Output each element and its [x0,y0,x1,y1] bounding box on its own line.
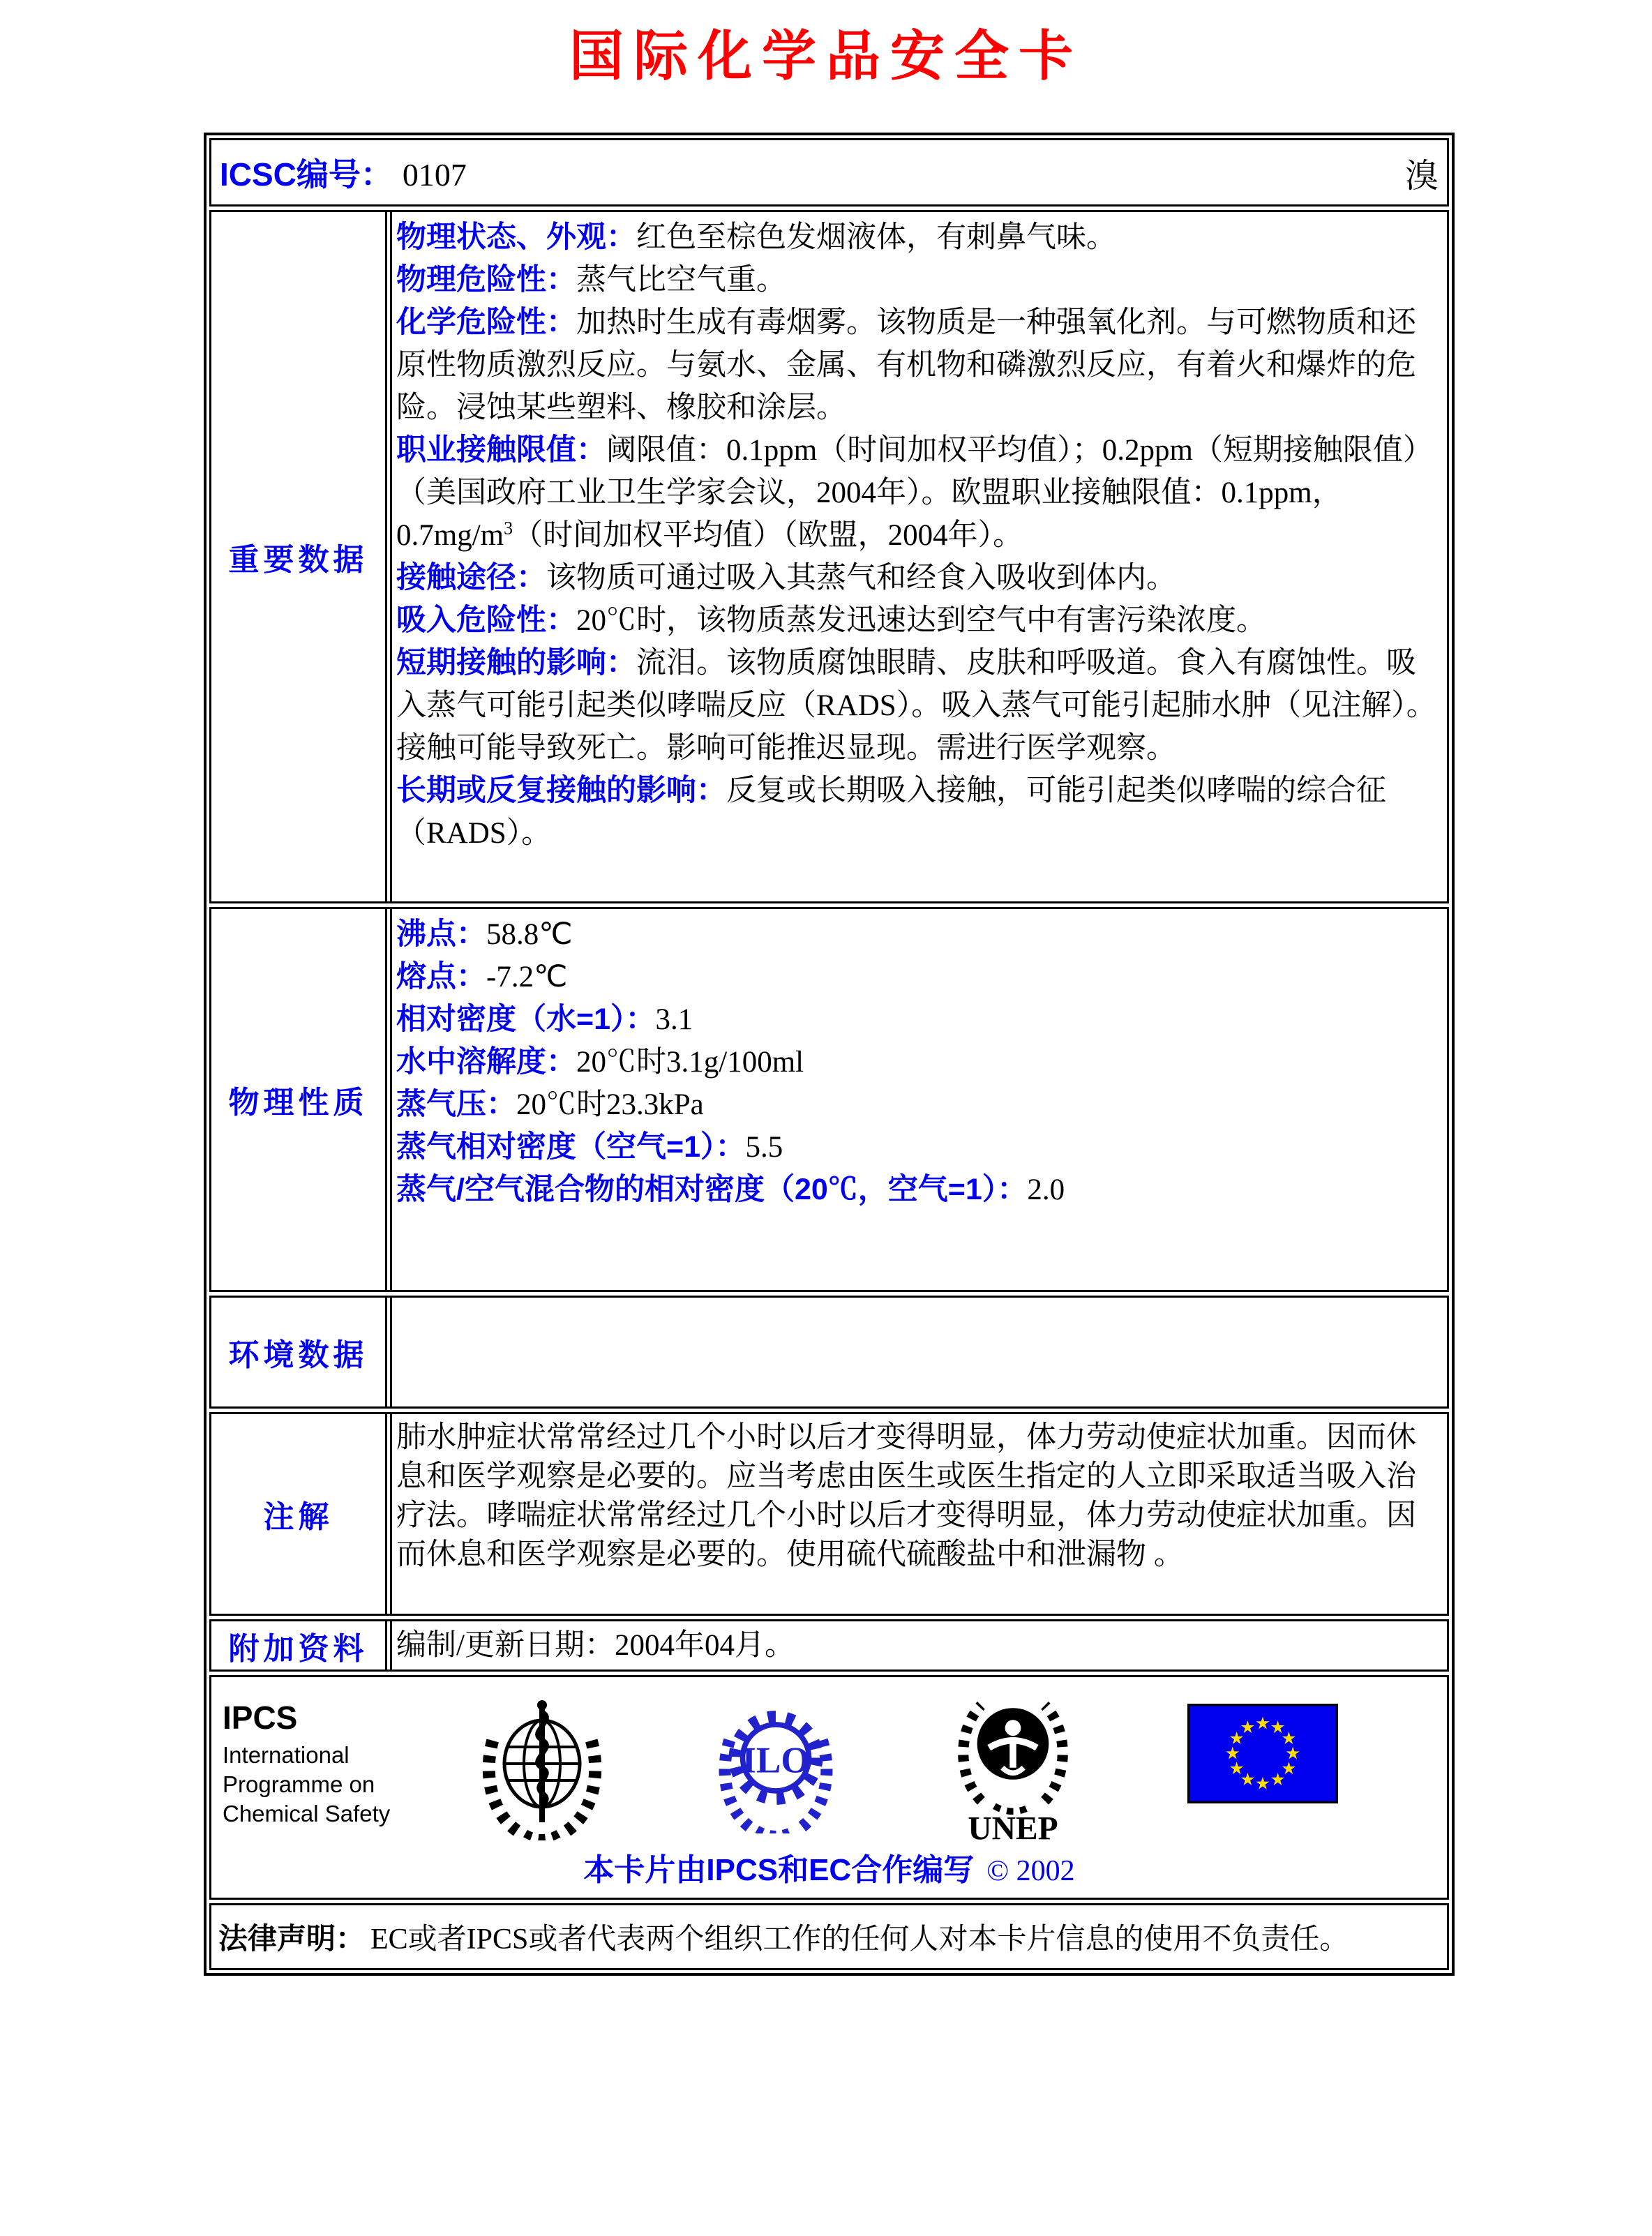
physical-item-value: 2.0 [1027,1173,1065,1206]
legal-label: 法律声明： [218,1922,366,1955]
important-item-label: 化学危险性： [396,306,576,339]
important-item-label: 短期接触的影响： [396,646,636,680]
additional-info-row [209,1619,1449,1672]
physical-item-value: 3.1 [655,1003,693,1036]
physical-item-label: 沸点： [396,917,486,951]
legal-text: EC或者IPCS或者代表两个组织工作的任何人对本卡片信息的使用不负责任。 [370,1923,1349,1956]
ipcs-line: Chemical Safety [223,1801,391,1826]
important-item-label: 物理危险性： [396,263,576,297]
legal-row [209,1903,1449,1970]
physical-item-value: -7.2℃ [486,961,568,993]
important-data-content [390,212,1447,901]
header-row [209,138,1449,207]
substance-name: 溴 [1404,157,1439,195]
logos-strip [223,1684,1436,1843]
physical-item [396,913,1440,956]
notes-row [209,1412,1449,1616]
eu-flag-icon [1187,1704,1338,1803]
physical-item [396,1083,1440,1126]
physical-item [396,998,1440,1041]
physical-item-value: 58.8℃ [486,918,573,951]
superscript-3: 3 [504,518,513,539]
icsc-card [204,133,1455,1976]
important-item-text: 该物质可通过吸入其蒸气和经食入吸收到体内。 [546,562,1176,594]
ipcs-acronym: IPCS [223,1699,298,1736]
ipcs-line: Programme on [223,1771,375,1797]
unep-logo-icon [947,1684,1079,1843]
environmental-data-content [390,1298,1447,1406]
important-item-text: 反复或长期吸入接触，可能引起类似哮喘的综合征（RADS）。 [396,774,1386,850]
important-item [396,259,1440,301]
physical-item [396,1041,1440,1083]
ipcs-line: International [223,1742,350,1768]
physical-item-value: 5.5 [745,1131,783,1164]
physical-item-label: 相对密度（水=1）： [396,1003,656,1036]
row-label-environmental-data: 环境数据 [211,1298,387,1406]
physical-properties-row [209,907,1449,1292]
additional-info-content: 编制/更新日期：2004年04月。 [390,1621,1447,1670]
important-item-text: 流泪。该物质腐蚀眼睛、皮肤和呼吸道。食入有腐蚀性。吸入蒸气可能引起类似哮喘反应（RADS）。吸入蒸气可能引起肺水肿（见注解）。接触可能导致死亡。影响可能推迟显现。需进行医学观察。 [396,647,1436,765]
who-logo-icon [472,1687,612,1840]
important-item-text: 加热时生成有毒烟雾。该物质是一种强氧化剂。与可燃物质和还原性物质激烈反应。与氨水、金属、有机物和磷激烈反应，有着火和爆炸的危险。浸蚀某些塑料、橡胶和涂层。 [396,306,1416,424]
important-item-label: 职业接触限值： [396,433,606,467]
logos-row [209,1675,1449,1900]
cooperation-caption [223,1845,1436,1893]
important-item [396,301,1440,429]
important-item [396,642,1440,770]
physical-item [396,1169,1440,1211]
ilo-logo-icon [709,1694,842,1833]
important-item-label: 长期或反复接触的影响： [396,774,726,807]
environmental-data-row [209,1296,1449,1409]
important-item-text: 20℃时，该物质蒸发迅速达到空气中有害污染浓度。 [576,604,1266,637]
important-item [396,557,1440,599]
cooperation-caption-text: 本卡片由IPCS和EC合作编写 [583,1853,975,1887]
physical-item-label: 蒸气压： [396,1088,516,1121]
important-item-label: 接触途径： [396,561,546,594]
important-item [396,599,1440,642]
important-item-text: （时间加权平均值）（欧盟，2004年）。 [513,519,1023,552]
physical-item-label: 蒸气/空气混合物的相对密度（20℃，空气=1）： [396,1173,1028,1206]
page-title: 国际化学品安全卡 [569,26,1083,87]
important-item-label: 吸入危险性： [396,603,576,637]
copyright-year: © 2002 [986,1855,1075,1887]
row-label-additional-info: 附加资料 [211,1621,387,1670]
row-label-physical-properties: 物理性质 [211,909,387,1290]
ilo-logo-text: ILO [742,1739,810,1781]
physical-item-value: 20℃时23.3kPa [516,1088,704,1121]
icsc-number-group [220,149,467,195]
important-item-text: 红色至棕色发烟液体，有刺鼻气味。 [636,221,1116,254]
row-label-notes: 注解 [211,1414,387,1614]
physical-properties-content [390,909,1447,1290]
important-item [396,770,1440,855]
important-item [396,216,1440,259]
important-item-label: 物理状态、外观： [396,220,636,254]
physical-item [396,1126,1440,1169]
physical-item-label: 熔点： [396,960,486,993]
physical-item-value: 20℃时3.1g/100ml [576,1046,804,1079]
physical-item-label: 水中溶解度： [396,1045,576,1079]
important-item-occupational-limits [396,429,1440,557]
important-data-row [209,210,1449,903]
physical-item [396,956,1440,998]
important-item-text: 阈限值：0.1ppm（时间加权平均值）；0.2ppm（短期接触限值）（美国政府工业卫生学家会议，2004年）。欧盟职业接触限值：0.1ppm，0.7mg/m [396,434,1433,552]
notes-content: 肺水肿症状常常经过几个小时以后才变得明显，体力劳动使症状加重。因而休息和医学观察是必要的。应当考虑由医生或医生指定的人立即采取适当吸入治疗法。哮喘症状常常经过几个小时以后才变得明显，体力劳动使症状加重。因而休息和医学观察是必要的。使用硫代硫酸盐中和泄漏物 。 [390,1414,1447,1614]
unep-logo-text: UNEP [968,1810,1058,1843]
icsc-number-value: 0107 [402,157,467,193]
important-item-text: 蒸气比空气重。 [576,264,786,297]
ipcs-text-block [223,1699,453,1829]
physical-item-label: 蒸气相对密度（空气=1）： [396,1130,746,1164]
icsc-number-label: ICSC编号： [220,156,393,193]
row-label-important-data: 重要数据 [211,212,387,901]
